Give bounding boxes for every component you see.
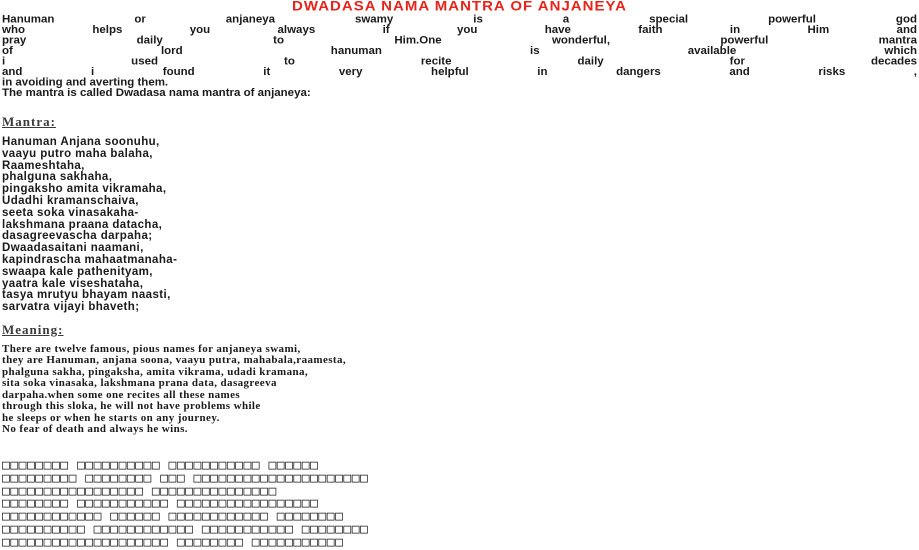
intro-line: who helps you always if you have faith in Him and — [2, 24, 917, 36]
meaning-heading: Meaning: — [2, 321, 64, 337]
unrendered-script-block — [2, 457, 917, 550]
mantra-verse — [2, 137, 917, 314]
unrendered-script-line: □□□□□□□□□ □□□□□□□□ □□□ □□□□□□□□□□□□□□□□□□□□□ — [2, 470, 369, 486]
unrendered-script-line: □□□□□□□□□□□□□□□□□ □□□□□□□□□□□□□□□ — [2, 483, 277, 499]
mantra-heading: Mantra: — [2, 114, 56, 129]
mantra-line: pingaksho amita vikramaha, — [2, 183, 167, 196]
mantra-line: kapindrascha mahaatmanaha- — [2, 253, 178, 266]
mantra-line: Raameshtaha, — [2, 159, 85, 172]
unrendered-script-line: □□□□□□□□□□□□□□□□□□□□ □□□□□□□□ □□□□□□□□□□□ — [2, 534, 344, 550]
mantra-line: Udadhi kramanschaiva, — [2, 194, 139, 207]
mantra-line: tasya mrutyu bhayam naasti, — [2, 289, 171, 302]
intro-paragraph — [2, 15, 917, 99]
meaning-line: phalguna sakha, pingaksha, amita vikrama, udadi kramana, — [2, 365, 309, 378]
mantra-line: phalguna sakhaha, — [2, 171, 113, 184]
page-title: DWADASA NAMA MANTRA OF ANJANEYA — [292, 0, 627, 15]
meaning-line: sita soka vinasaka, lakshmana prana data, dasagreeva — [2, 377, 277, 390]
mantra-line: sarvatra vijayi bhaveth; — [2, 301, 140, 314]
intro-line: in avoiding and averting them. — [2, 76, 169, 89]
intro-line: of lord hanuman is available which — [2, 45, 917, 57]
mantra-line: lakshmana praana datacha, — [2, 218, 163, 231]
intro-line: Hanuman or anjaneya swamy is a special powerful god — [2, 14, 917, 26]
meaning-line: There are twelve famous, pious names for anjaneya swami, — [2, 342, 301, 355]
mantra-line: seeta soka vinasakaha- — [2, 206, 139, 219]
intro-line: i used to recite daily for decades — [2, 55, 917, 68]
meaning-line: No fear of death and always he wins. — [2, 423, 188, 436]
mantra-line: Dwaadasaitani naamani, — [2, 242, 144, 255]
meaning-paragraph — [2, 344, 917, 436]
intro-line: and i found it very helpful in dangers and risks , — [2, 66, 917, 78]
meaning-line: he sleeps or when he starts on any journey. — [2, 411, 220, 424]
meaning-line: darpaha.when some one recites all these names — [2, 388, 241, 401]
unrendered-script-line: □□□□□□□□□□ □□□□□□□□□□□□ □□□□□□□□□□□ □□□□□□□□ — [2, 521, 369, 537]
unrendered-script-line: □□□□□□□□ □□□□□□□□□□ □□□□□□□□□□□ □□□□□□ — [2, 457, 319, 473]
intro-line: The mantra is called Dwadasa nama mantra of anjaneya: — [2, 87, 311, 99]
intro-line: pray daily to Him.One wonderful, powerful mantra — [2, 34, 917, 47]
unrendered-script-line: □□□□□□□□ □□□□□□□□□□□ □□□□□□□□□□□□□□□□□ — [2, 496, 319, 512]
mantra-line: swaapa kale pathenityam, — [2, 265, 153, 278]
mantra-line: dasagreevascha darpaha; — [2, 230, 153, 243]
unrendered-script-line: □□□□□□□□□□□□ □□□□□□ □□□□□□□□□□□□ □□□□□□□□ — [2, 509, 344, 525]
mantra-line: vaayu putro maha balaha, — [2, 147, 153, 160]
article — [2, 0, 917, 550]
mantra-line: yaatra kale viseshataha, — [2, 277, 144, 290]
meaning-line: they are Hanuman, anjana soona, vaayu putra, mahabala,raamesta, — [2, 354, 347, 367]
meaning-line: through this sloka, he will not have problems while — [2, 400, 261, 413]
mantra-line: Hanuman Anjana soonuhu, — [2, 136, 160, 148]
